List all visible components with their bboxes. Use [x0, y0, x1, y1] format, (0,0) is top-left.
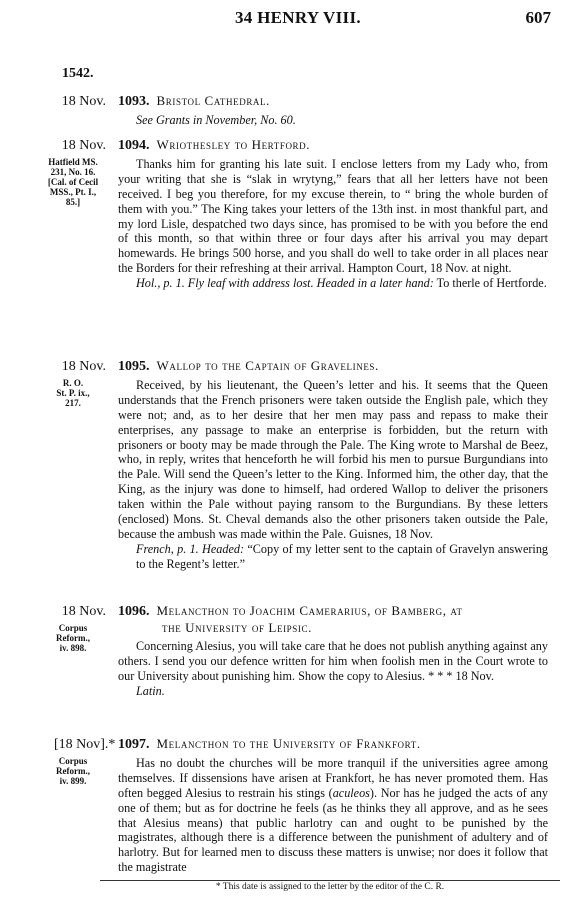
entry-title-text: Bristol Cathedral. [156, 93, 270, 108]
entry-body: Thanks him for granting his late suit. I enclose letters from my Lady who, from your writing that she is “slak in wrytyng,” fears that all her letters have not been received. I beg you therefore, for my excuse therein, to “ bring the whole burden of them with you.” The King takes your letters of the 13th inst. in most thankful part, and my lord Lisle, despatched two days since, has promised to be with you before the end of this month, so that within three or four days after his arrival you may depart homewards. He brings 500 horse, and you shall do well to take order in all places near the Borders for their refreshing at their arrival. Hampton Court, 18 Nov. at night. [118, 156, 548, 276]
entry-title-text: Wriothesley to Hertford. [156, 137, 311, 152]
entry-title [118, 94, 548, 110]
entry-title-text: Wallop to the Captain of Gravelines. [156, 358, 379, 373]
entry-date: 18 Nov. [61, 94, 106, 109]
entry-title [118, 737, 548, 753]
entry-body: Received, by his lieutenant, the Queen’s letter and his. It seems that the Queen understands that the French prisoners were taken outside the English pale, which they were not; and, as to her desire that her men may pass and repass to make their enterprises, any passage to make an enterprise is forbidden, but the return with prisoners or booty may be made through the Pale. The King wrote to Marshal de Beez, who, in reply, writes that henceforth he will forbid his men to pursue Burgundians into the Pale. Will send the Queen’s letter to the King. Informed him, the other day, that the King, as the injury was done to himself, had ordered Wallop to deliver the prisoners taken within the Pale without paying ransom to the Burgundians. By these letters (enclosed) Mons. St. Cheval demands also the other prisoners taken outside the Pale, because the ambush was made within the Pale. Guisnes, 18 Nov. [118, 377, 548, 541]
source-reference: Corpus Reform., iv. 898. [56, 623, 90, 653]
entry-title [118, 604, 548, 620]
entry-language: Latin. [136, 683, 165, 698]
page-header [0, 8, 567, 28]
entry-number: 1096. [118, 604, 150, 619]
entry-number: 1097. [118, 737, 150, 752]
entry-body: Concerning Alesius, you will take care that he does not publish anything against any others. I send you our defence written for him when foolish men in the Court wrote to our University about punishing him. Show the copy to Alesius. * * * 18 Nov. [118, 638, 548, 683]
entry-number: 1095. [118, 359, 150, 374]
entry-title-text: Melancthon to the University of Frankfort. [156, 736, 421, 751]
entry-title-continued: the University of Leipsic. [162, 619, 312, 635]
entry-number: 1093. [118, 94, 150, 109]
entry-note: French, p. 1. Headed: “Copy of my letter sent to the captain of Gravelyn answering to the Regent’s letter.” [136, 541, 549, 571]
running-title: 34 HENRY VIII. [235, 8, 361, 27]
entry-title [118, 359, 548, 375]
entry-title-text: Melancthon to Joachim Camerarius, of Bamberg, at [156, 603, 463, 618]
footnote: * This date is assigned to the letter by the editor of the C. R. [100, 880, 560, 892]
year-marker: 1542. [62, 66, 94, 81]
entry-title [118, 138, 548, 154]
entry-number: 1094. [118, 138, 150, 153]
entry-date: [18 Nov].* [54, 737, 116, 752]
entry-body: Has no doubt the churches will be more tranquil if the universities agree among themselves. If dissensions have arisen at Frankfort, he has never promoted them. Has often begged Alesius to restrain his stings (aculeos). Nor has he judged the acts of any one of them; but as for doctrine he feels (as he thinks they all approve, and as he sees that Alesius means) that public harlotry can and ought to be punished by the magistrates, although there is a difference between the punishment of adultery and of harlotry. But for learned men to discuss these matters is unwise; nor does it follow that the magistrate [118, 755, 548, 875]
entry-note: Hol., p. 1. Fly leaf with address lost. Headed in a later hand: To therle of Hertforde. [136, 276, 547, 291]
source-reference: Hatfield MS. 231, No. 16. [Cal. of Cecil MSS., Pt. I., 85.] [47, 157, 99, 207]
entry-date: 18 Nov. [61, 359, 106, 374]
source-reference: R. O. St. P. ix., 217. [56, 378, 90, 408]
entry-date: 18 Nov. [61, 138, 106, 153]
entry-date: 18 Nov. [61, 604, 106, 619]
source-reference: Corpus Reform., iv. 899. [56, 756, 90, 786]
see-reference: See Grants in November, No. 60. [136, 112, 296, 127]
page-number: 607 [525, 8, 551, 27]
